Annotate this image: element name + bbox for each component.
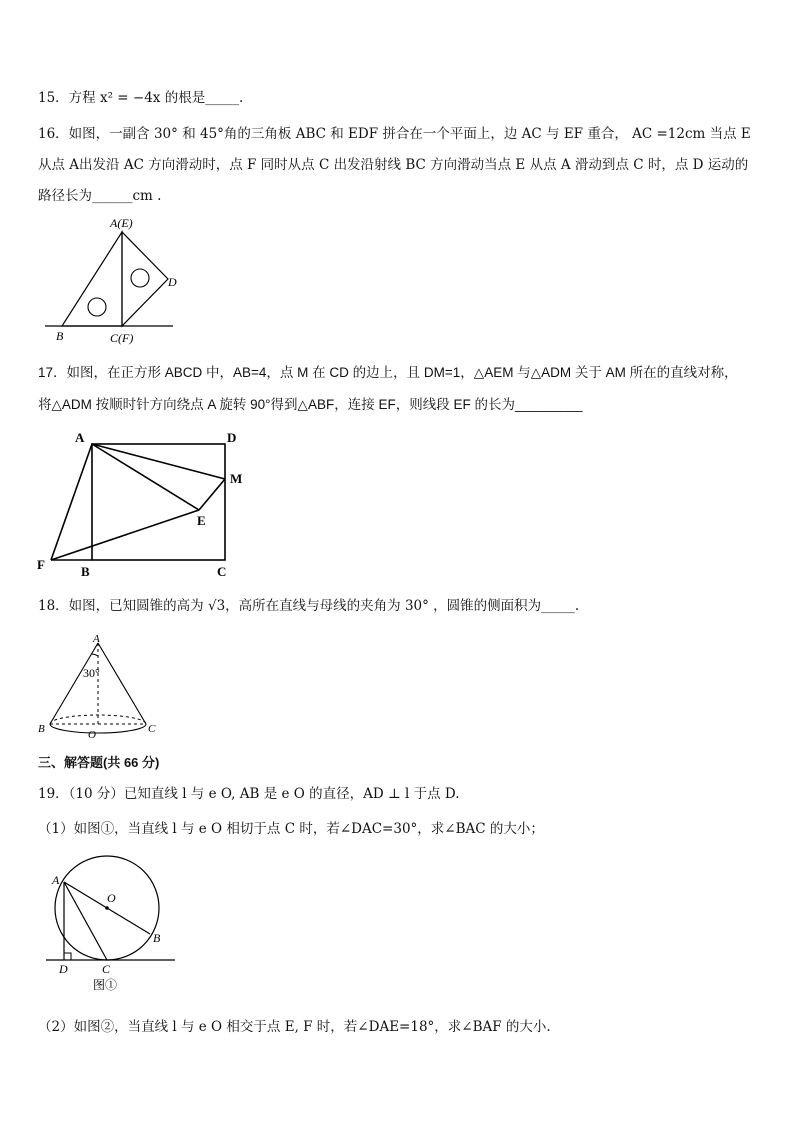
q19-label-a: A xyxy=(52,873,60,887)
q18-label-b: B xyxy=(38,723,45,735)
q17-label-c: C xyxy=(217,564,227,579)
q17-figure xyxy=(33,425,253,582)
q18-generatrix-right xyxy=(98,643,146,724)
q17-label-f: F xyxy=(37,557,45,572)
q19-label-c: C xyxy=(102,962,111,976)
q18-label-c: C xyxy=(148,723,156,735)
q16-text-line3: 路径长为______cm . xyxy=(38,188,162,204)
q19-label-b: B xyxy=(153,931,161,945)
q16-text-line2: 从点 A出发沿 AC 方向滑动时，点 F 同时从点 C 出发沿射线 BC 方向滑动当点 E 从点 A 滑动到点 C 时，点 D 运动的 xyxy=(38,157,749,173)
q16-label-a-e: A(E) xyxy=(110,216,133,230)
q18-base-front xyxy=(50,724,146,733)
q18-figure xyxy=(34,629,164,742)
q16-hole-abc xyxy=(88,298,106,316)
section-title: 三、解答题(共 66 分) xyxy=(38,755,160,770)
q17-segment-fe xyxy=(51,510,199,560)
q17-segment-am xyxy=(92,444,225,479)
q16-label-d: D xyxy=(168,275,177,289)
q17-label-d: D xyxy=(227,430,237,445)
q17-label-b: B xyxy=(81,564,90,579)
q19-segment-ac xyxy=(64,882,107,960)
q18-generatrix-left xyxy=(50,643,98,724)
q17-label-e: E xyxy=(197,513,206,528)
q19-label-d: D xyxy=(59,962,68,976)
q18-label-a: A xyxy=(93,633,100,645)
q19-text-line1: 19．（10 分）已知直线 l 与 e O, AB 是 e O 的直径，AD ⊥ l 于点 D. xyxy=(38,786,460,802)
q17-text-line2: 将△ADM 按顺时针方向绕点 A 旋转 90°得到△ABF，连接 EF，则线段 EF 的长为_________ xyxy=(38,397,583,412)
q16-text-line1: 16．如图，一副含 30° 和 45°角的三角板 ABC 和 EDF 拼合在一个平面上，边 AC 与 EF 重合， AC =12cm 当点 E xyxy=(38,126,751,142)
q19-figure-1 xyxy=(40,852,185,1002)
q19-label-o: O xyxy=(107,891,116,905)
q15-text: 15．方程 x² = −4x 的根是_____. xyxy=(38,90,244,106)
q19-part1: （1）如图①，当直线 l 与 e O 相切于点 C 时，若∠DAC=30°，求∠BAC 的大小； xyxy=(38,821,544,837)
q18-text: 18．如图，已知圆锥的高为 √3，高所在直线与母线的夹角为 30° ，圆锥的侧面积为_____. xyxy=(38,598,580,614)
q16-triangle-abc xyxy=(62,232,122,326)
q17-segment-em xyxy=(199,479,225,510)
q19-right-angle-mark xyxy=(64,953,71,960)
q18-label-angle: 30° xyxy=(83,666,100,680)
q16-label-b: B xyxy=(56,329,64,343)
q18-label-o: O xyxy=(88,729,96,741)
q16-hole-edf xyxy=(131,269,149,287)
q16-figure xyxy=(40,212,190,347)
q19-figure-caption: 图① xyxy=(93,978,118,992)
q17-segment-ae xyxy=(92,444,199,510)
q18-angle-arc xyxy=(92,654,98,656)
q16-triangle-edf xyxy=(122,232,168,326)
q17-label-m: M xyxy=(230,471,243,486)
q17-text-line1: 17．如图，在正方形 ABCD 中，AB=4，点 M 在 CD 的边上，且 DM=1，△AEM 与△ADM 关于 AM 所在的直线对称， xyxy=(38,365,738,380)
q19-center-point xyxy=(105,906,109,910)
q16-label-c-f: C(F) xyxy=(110,331,134,345)
q17-segment-af xyxy=(51,444,92,560)
q19-part2: （2）如图②，当直线 l 与 e O 相交于点 E, F 时，若∠DAE=18°，求∠BAF 的大小. xyxy=(38,1019,551,1035)
q17-label-a: A xyxy=(75,430,85,445)
